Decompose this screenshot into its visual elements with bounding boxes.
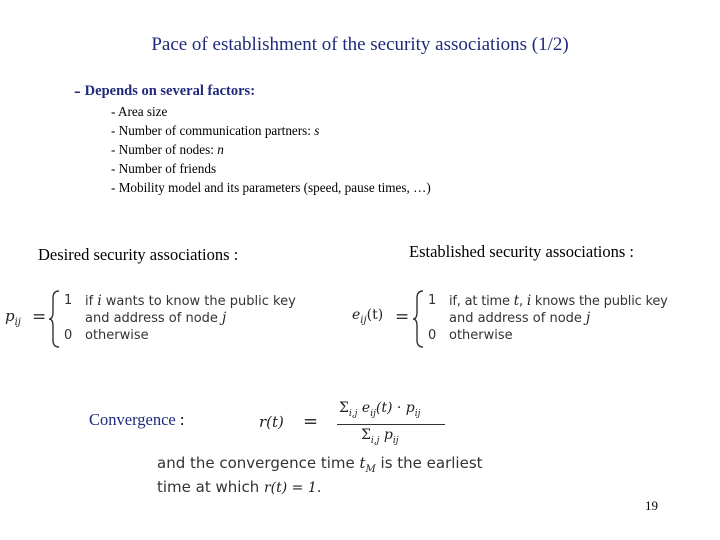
fraction-bar xyxy=(337,424,445,425)
factor-item xyxy=(111,178,431,197)
established-formula xyxy=(352,285,717,355)
desired-formula xyxy=(0,285,360,355)
established-lhs: $e_{ij}(t)$ xyxy=(352,307,384,326)
desired-case0-value: 0 xyxy=(64,328,73,343)
established-case1-line2: and address of node j xyxy=(449,310,591,326)
established-case1-value: 1 xyxy=(428,293,437,308)
desired-case1-value: 1 xyxy=(64,293,73,308)
convergence-equals: = xyxy=(303,411,319,432)
factor-text: - Number of friends xyxy=(111,161,217,176)
factor-text: - Number of communication partners: xyxy=(111,123,315,138)
established-equals: = xyxy=(395,307,410,327)
established-case0-text: otherwise xyxy=(449,328,513,343)
convergence-formula xyxy=(255,398,465,450)
desired-equals: = xyxy=(32,307,47,327)
factor-item xyxy=(111,102,431,121)
convergence-text-line2: time at which r(t) = 1. xyxy=(157,478,322,496)
convergence-text-line1: and the convergence time $t_M$ is the earliest xyxy=(157,454,483,475)
desired-case0-text: otherwise xyxy=(85,328,149,343)
convergence-label: Convergence : xyxy=(89,410,185,429)
factor-item xyxy=(111,121,431,140)
factor-var: s xyxy=(314,123,320,138)
factor-text: - Number of nodes: xyxy=(111,142,218,157)
slide-title: Pace of establishment of the security associations (1/2) xyxy=(151,34,569,55)
desired-case1-line1: if i wants to know the public key xyxy=(85,293,296,309)
factor-var: n xyxy=(217,142,224,157)
page-number: 19 xyxy=(645,498,658,513)
established-case0-value: 0 xyxy=(428,328,437,343)
fraction-denominator: $\Sigma_{i,j}$ $p_{ij}$ xyxy=(361,427,399,446)
established-caption: Established security associations : xyxy=(409,242,634,261)
factor-item xyxy=(111,159,431,178)
established-case1-line1: if, at time t, i knows the public key xyxy=(449,293,668,309)
heading-text: Depends on several factors: xyxy=(84,83,256,99)
factor-list xyxy=(111,102,431,197)
factor-text: - Mobility model and its parameters (speed, pause times, …) xyxy=(111,180,431,195)
factor-item xyxy=(111,140,431,159)
left-brace-icon xyxy=(412,290,424,348)
desired-lhs: $p_{ij}$ xyxy=(5,307,21,328)
left-brace-icon xyxy=(48,290,60,348)
desired-case1-line2: and address of node j xyxy=(85,310,227,326)
factor-text: - Area size xyxy=(111,104,168,119)
factors-heading xyxy=(74,80,255,103)
fraction-numerator: $\Sigma_{i,j}$ $e_{ij}(t) \cdot p_{ij}$ xyxy=(339,400,421,419)
convergence-lhs: r(t) xyxy=(259,413,284,431)
desired-caption: Desired security associations : xyxy=(38,245,239,264)
heading-dash: - xyxy=(74,80,81,102)
